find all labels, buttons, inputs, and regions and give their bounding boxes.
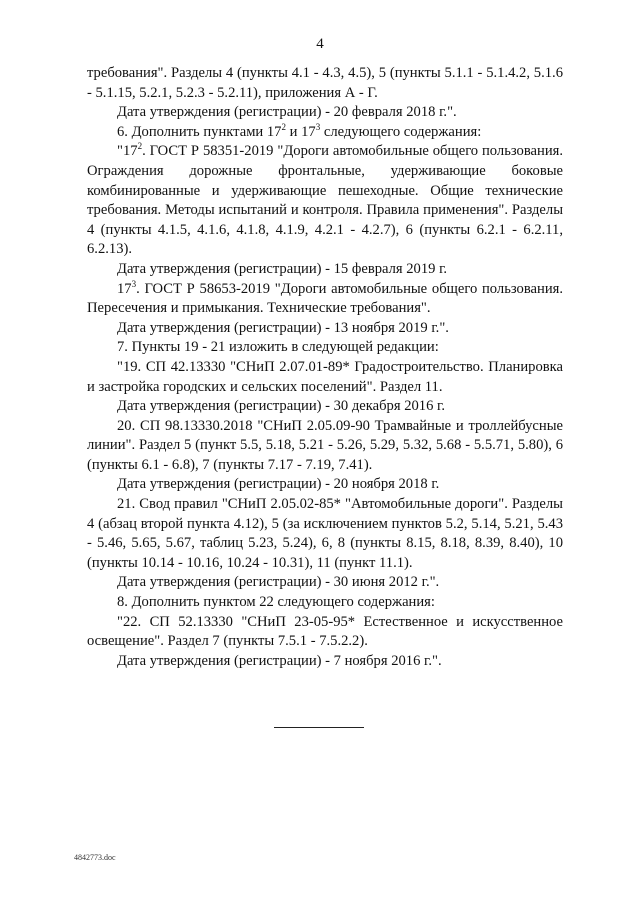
text-run: . ГОСТ Р 58351-2019 "Дороги автомобильные общего пользования. Ограждения дорожные фронтальные, удерживающие боковые комбинированные и удерживающие пешеходные. Общие технические требования. Методы испытаний и контроля. Правила применения". Разделы 4 (пункты 4.1.5, 4.1.6, 4.1.8, 4.1.9, 4.2.1 - 4.2.7), 6 (пункты 6.2.1 - 6.2.11, 6.2.13).: [87, 143, 563, 258]
text-run: "17: [117, 143, 138, 160]
paragraph-item-7: 7. Пункты 19 - 21 изложить в следующей редакции:: [117, 339, 439, 356]
approval-date: Дата утверждения (регистрации) - 15 февраля 2019 г.: [117, 260, 448, 277]
paragraph-item-6: [87, 123, 563, 143]
paragraph-sp-52: "22. СП 52.13330 "СНиП 23-05-95* Естественное и искусственное освещение". Раздел 7 (пункты 7.5.1 - 7.5.2.2).: [87, 613, 563, 650]
superscript: 2: [137, 141, 143, 152]
paragraph-gost-58653: [87, 280, 563, 319]
paragraph-sp-42: "19. СП 42.13330 "СНиП 2.07.01-89* Градостроительство. Планировка и застройка городских и сельских поселений". Раздел 11.: [87, 358, 563, 395]
text-run: 17: [117, 280, 132, 297]
page-number: 4: [316, 36, 324, 52]
text-run: и 17: [285, 123, 316, 140]
file-name-footer: 4842773.doc: [74, 853, 116, 862]
paragraph-sp-98: 20. СП 98.13330.2018 "СНиП 2.05.09-90 Трамвайные и троллейбусные линии". Раздел 5 (пункт 5.5, 5.18, 5.21 - 5.26, 5.29, 5.32, 5.68 - 5.5.71, 5.80), 6 (пункты 6.1 - 6.8), 7 (пункты 7.17 - 7.19, 7.41).: [87, 417, 563, 473]
text-run: следующего содержания:: [320, 123, 482, 140]
paragraph-continuation: требования". Разделы 4 (пункты 4.1 - 4.3, 4.5), 5 (пункты 5.1.1 - 5.1.4.2, 5.1.6 - 5.1.15, 5.2.1, 5.2.3 - 5.2.11), приложения А - Г.: [87, 65, 563, 101]
paragraph-item-8: 8. Дополнить пунктом 22 следующего содержания:: [117, 594, 435, 611]
superscript: 2: [281, 121, 286, 132]
paragraph-snip-2-05-02: 21. Свод правил "СНиП 2.05.02-85* "Автомобильные дороги". Разделы 4 (абзац второй пункта 4.12), 5 (за исключением пунктов 5.2, 5.14, 5.21, 5.43 - 5.46, 5.65, 5.67, таблиц 5.23, 5.24), 6, 8 (пункты 8.15, 8.18, 8.39, 8.40), 10 (пункты 10.14 - 10.16, 10.24 - 10.31), 11 (пункт 11.1).: [87, 496, 563, 571]
text-run: 6. Дополнить пунктами 17: [117, 123, 282, 140]
superscript: 3: [131, 278, 137, 289]
superscript: 3: [315, 121, 321, 132]
approval-date: Дата утверждения (регистрации) - 7 ноября 2016 г.".: [117, 652, 442, 669]
separator-line: [274, 727, 364, 728]
approval-date: Дата утверждения (регистрации) - 20 ноября 2018 г.: [117, 476, 440, 493]
approval-date: Дата утверждения (регистрации) - 13 ноября 2019 г.".: [117, 319, 449, 336]
approval-date: Дата утверждения (регистрации) - 30 декабря 2016 г.: [117, 398, 446, 415]
text-run: . ГОСТ Р 58653-2019 "Дороги автомобильные общего пользования. Пересечения и примыкания. Технические требования".: [87, 280, 563, 317]
paragraph-gost-58351: [87, 142, 563, 260]
document-body: [87, 64, 563, 671]
approval-date: Дата утверждения (регистрации) - 30 июня 2012 г.".: [117, 574, 440, 591]
approval-date: Дата утверждения (регистрации) - 20 февраля 2018 г.".: [117, 104, 457, 121]
